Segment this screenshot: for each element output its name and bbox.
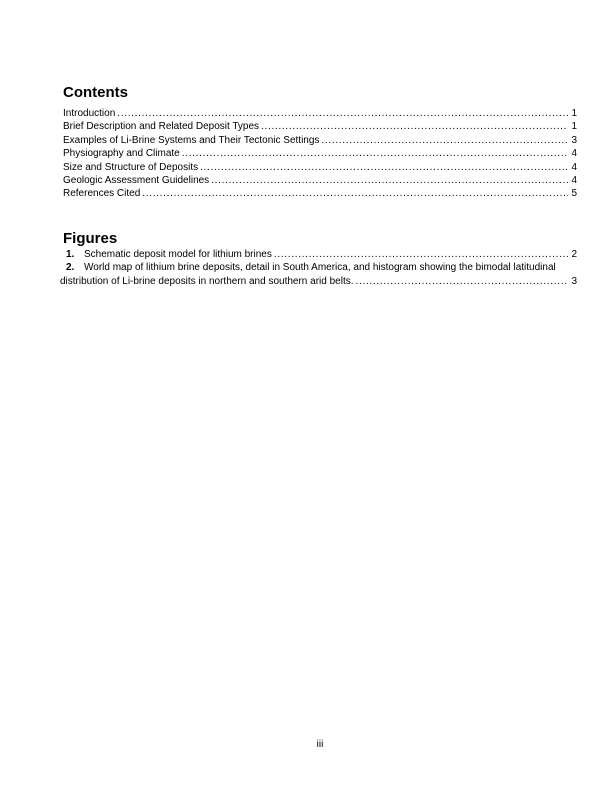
toc-entry-introduction[interactable] <box>63 107 577 120</box>
figures-heading: Figures <box>63 230 118 247</box>
dot-leader <box>321 134 568 147</box>
figure-entry-number: 2. <box>66 262 75 274</box>
toc-entry-title: Geologic Assessment Guidelines <box>63 175 210 187</box>
toc-entry-size-structure[interactable] <box>63 161 577 174</box>
figure-entry-1[interactable] <box>63 248 577 261</box>
figure-entry-2[interactable] <box>63 261 577 274</box>
toc-entry-page: 4 <box>571 148 577 160</box>
toc-entry-page: 1 <box>571 108 577 119</box>
toc-entry-title: Brief Description and Related Deposit Types <box>63 121 260 133</box>
dot-leader <box>200 161 568 174</box>
dot-leader <box>117 107 568 120</box>
figure-entry-page: 2 <box>571 249 577 260</box>
contents-list <box>63 107 577 201</box>
figure-entry-title-continuation: distribution of Li-brine deposits in northern and southern arid belts. <box>60 275 354 287</box>
toc-entry-title: Introduction <box>63 108 116 119</box>
toc-entry-page: 4 <box>571 161 577 173</box>
figure-entry-2-continuation[interactable] <box>60 275 577 288</box>
toc-entry-page: 4 <box>571 175 577 187</box>
figure-entry-number: 1. <box>66 249 75 260</box>
toc-entry-geologic-assessment[interactable] <box>63 174 577 187</box>
figures-list <box>60 248 577 288</box>
dot-leader <box>261 120 568 133</box>
toc-entry-title: Examples of Li-Brine Systems and Their Tectonic Settings <box>63 134 320 146</box>
dot-leader <box>142 187 568 200</box>
contents-heading: Contents <box>63 84 128 101</box>
toc-entry-title: Size and Structure of Deposits <box>63 161 199 173</box>
figure-entry-title: Schematic deposit model for lithium brines <box>84 249 272 260</box>
figure-entry-title: World map of lithium brine deposits, detail in South America, and histogram showing the bimodal latitudinal <box>84 262 556 274</box>
toc-entry-examples[interactable] <box>63 134 577 147</box>
toc-entry-brief-description[interactable] <box>63 120 577 133</box>
figure-entry-page: 3 <box>571 275 577 287</box>
toc-entry-title: Physiography and Climate <box>63 148 180 160</box>
toc-entry-references-cited[interactable] <box>63 187 577 200</box>
toc-entry-page: 5 <box>571 188 577 200</box>
page-number: iii <box>316 739 324 750</box>
toc-entry-page: 1 <box>571 121 577 133</box>
toc-entry-page: 3 <box>571 134 577 146</box>
dot-leader <box>211 174 568 187</box>
dot-leader <box>274 248 569 261</box>
toc-entry-physiography[interactable] <box>63 147 577 160</box>
toc-entry-title: References Cited <box>63 188 141 200</box>
dot-leader <box>356 275 569 288</box>
dot-leader <box>182 147 569 160</box>
